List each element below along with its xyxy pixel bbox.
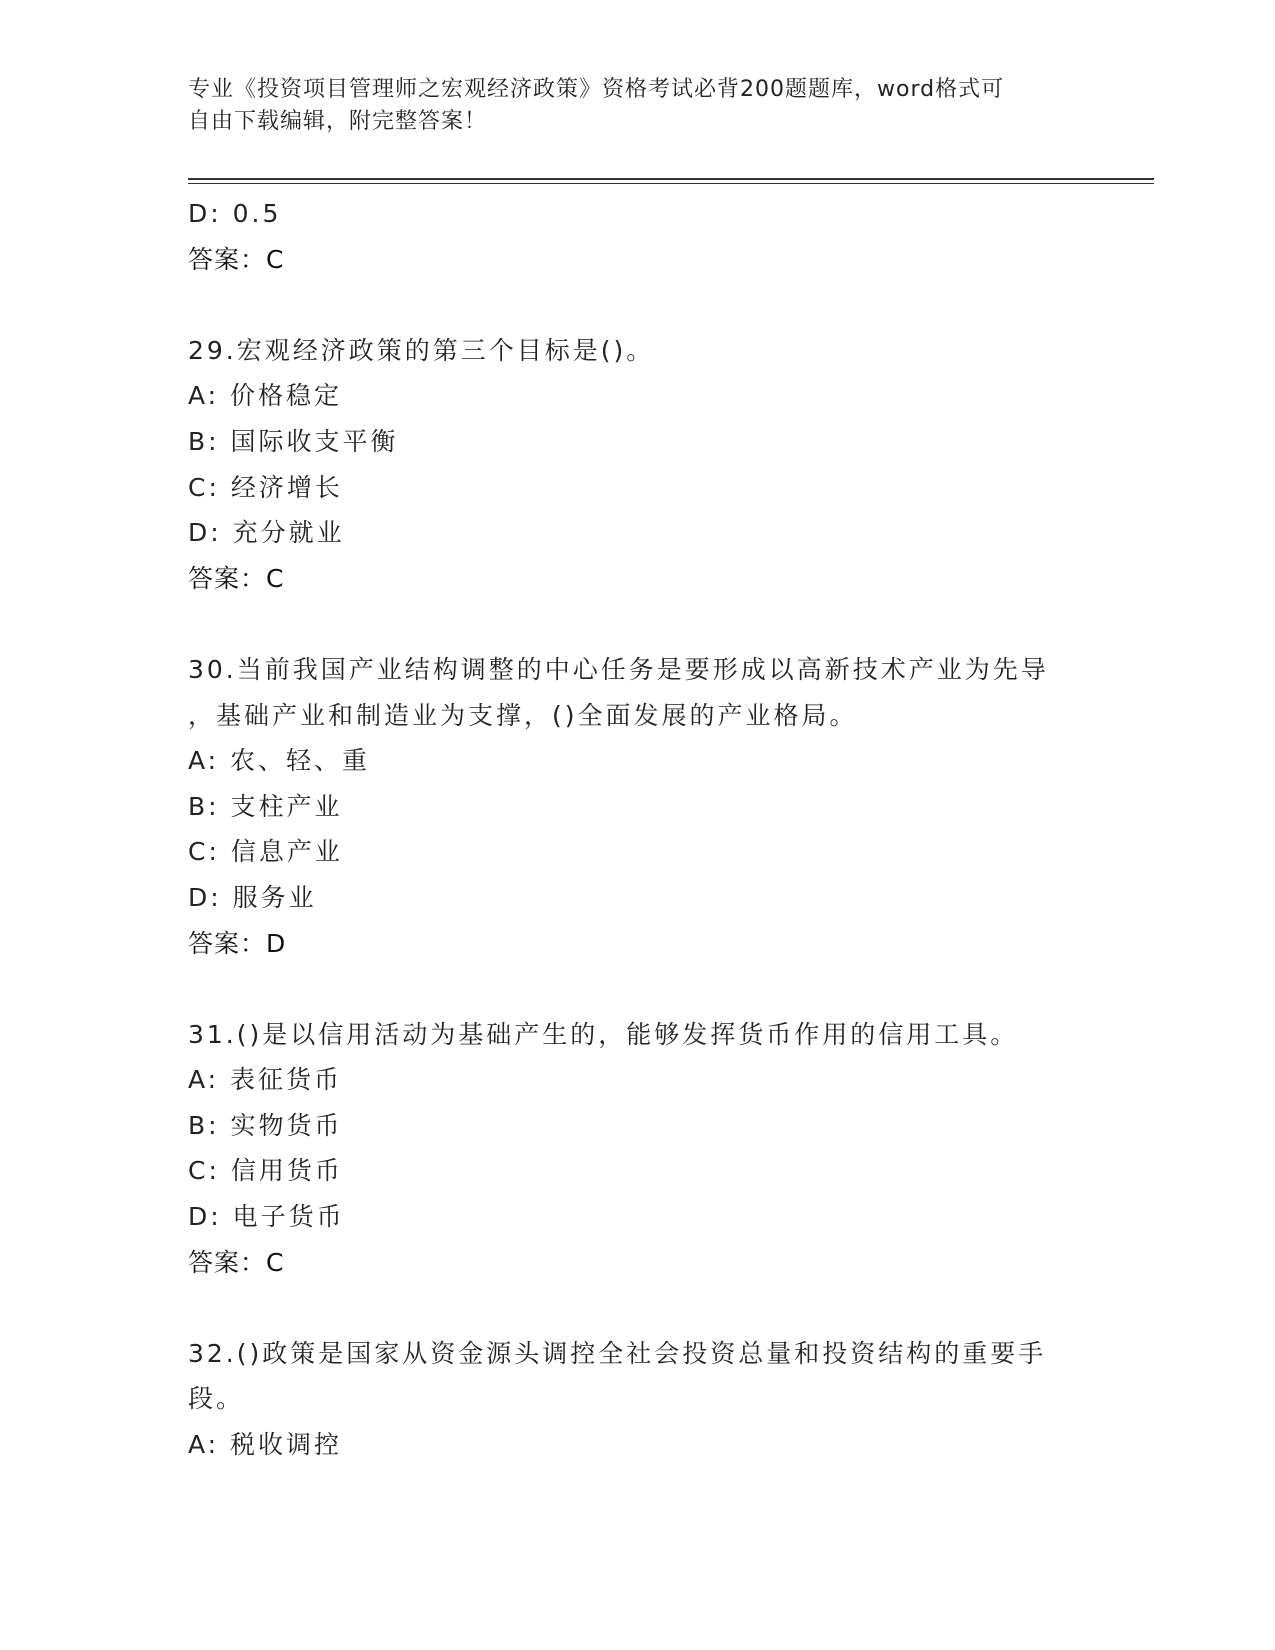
question-30-option-d: D: 服务业 [188,882,317,912]
question-32-option-a: A: 税收调控 [188,1430,343,1460]
prev-answer: 答案：C [188,244,285,274]
spacer [188,282,1088,328]
question-30-answer: 答案：D [188,928,287,958]
question-32 [188,1331,1088,1468]
question-31-stem [188,1012,1088,1058]
question-30-option-c: C: 信息产业 [188,837,343,867]
question-29-option-c: C: 经济增长 [188,472,343,502]
spacer [188,966,1088,1012]
question-30-stem [188,647,1088,738]
question-30 [188,647,1088,966]
document-header [188,74,1088,138]
question-31-line-1: 31.()是以信用活动为基础产生的，能够发挥货币作用的信用工具。 [188,1019,1019,1049]
header-line-1: 专业《投资项目管理师之宏观经济政策》资格考试必背200题题库，word格式可 [188,77,1005,102]
question-list [188,191,1088,1468]
question-31-option-b: B: 实物货币 [188,1110,343,1140]
question-30-option-b: B: 支柱产业 [188,791,343,821]
question-31 [188,1012,1088,1286]
spacer [188,601,1088,647]
question-32-stem [188,1331,1088,1422]
question-29-option-a: A: 价格稳定 [188,381,343,411]
header-line-2: 自由下载编辑，附完整答案！ [188,109,488,134]
question-29 [188,328,1088,602]
question-30-line-1: 30.当前我国产业结构调整的中心任务是要形成以高新技术产业为先导 [188,654,1049,684]
question-29-answer: 答案：C [188,563,285,593]
spacer [188,1285,1088,1331]
question-29-stem [188,328,1088,374]
prev-option-d: D: 0.5 [188,199,282,228]
question-31-answer: 答案：C [188,1247,285,1277]
question-31-option-a: A: 表征货币 [188,1065,343,1095]
question-29-option-b: B: 国际收支平衡 [188,426,399,456]
question-31-option-d: D: 电子货币 [188,1202,345,1232]
question-30-line-2: ，基础产业和制造业为支撑，()全面发展的产业格局。 [188,700,858,730]
question-30-option-a: A: 农、轻、重 [188,746,371,776]
question-32-line-2: 段。 [188,1384,245,1414]
question-32-line-1: 32.()政策是国家从资金源头调控全社会投资总量和投资结构的重要手 [188,1338,1047,1368]
header-divider-thin [188,183,1154,184]
question-29-option-d: D: 充分就业 [188,518,345,548]
question-29-line-1: 29.宏观经济政策的第三个目标是()。 [188,335,655,365]
header-divider-thick [188,178,1154,180]
question-31-option-c: C: 信用货币 [188,1156,343,1186]
